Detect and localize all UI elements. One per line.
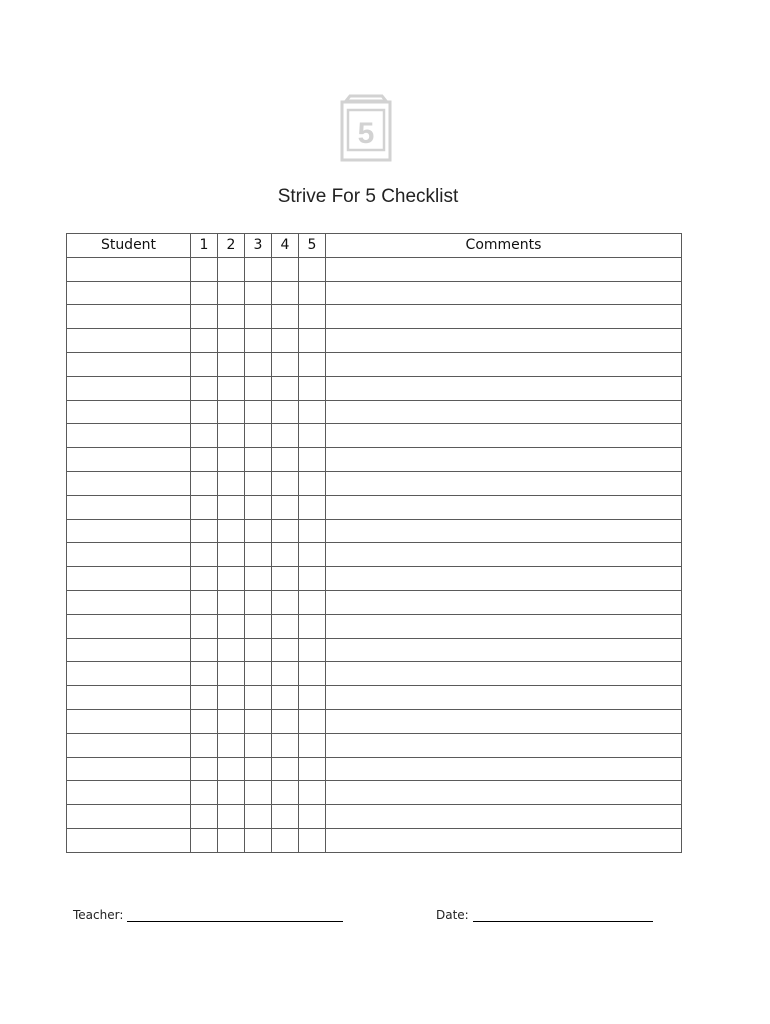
check-3-cell[interactable] xyxy=(245,352,272,376)
student-cell[interactable] xyxy=(67,828,191,852)
check-4-cell[interactable] xyxy=(272,424,299,448)
check-2-cell[interactable] xyxy=(218,400,245,424)
check-2-cell[interactable] xyxy=(218,329,245,353)
student-cell[interactable] xyxy=(67,781,191,805)
check-2-cell[interactable] xyxy=(218,424,245,448)
check-4-cell[interactable] xyxy=(272,638,299,662)
student-cell[interactable] xyxy=(67,519,191,543)
teacher-line[interactable] xyxy=(127,907,343,922)
check-5-cell[interactable] xyxy=(299,424,326,448)
check-4-cell[interactable] xyxy=(272,733,299,757)
check-3-cell[interactable] xyxy=(245,519,272,543)
check-5-cell[interactable] xyxy=(299,329,326,353)
table-row xyxy=(67,781,682,805)
column-header-1: 1 xyxy=(191,234,218,258)
check-5-cell[interactable] xyxy=(299,543,326,567)
check-4-cell[interactable] xyxy=(272,376,299,400)
table-row xyxy=(67,519,682,543)
comments-cell[interactable] xyxy=(326,305,682,329)
check-1-cell[interactable] xyxy=(191,519,218,543)
column-header-student: Student xyxy=(67,234,191,258)
comments-cell[interactable] xyxy=(326,638,682,662)
check-1-cell[interactable] xyxy=(191,828,218,852)
check-1-cell[interactable] xyxy=(191,567,218,591)
comments-cell[interactable] xyxy=(326,400,682,424)
check-5-cell[interactable] xyxy=(299,805,326,829)
checklist-logo xyxy=(338,92,394,164)
comments-cell[interactable] xyxy=(326,471,682,495)
student-cell[interactable] xyxy=(67,400,191,424)
check-4-cell[interactable] xyxy=(272,662,299,686)
check-1-cell[interactable] xyxy=(191,662,218,686)
check-5-cell[interactable] xyxy=(299,590,326,614)
check-4-cell[interactable] xyxy=(272,543,299,567)
check-2-cell[interactable] xyxy=(218,376,245,400)
comments-cell[interactable] xyxy=(326,662,682,686)
comments-cell[interactable] xyxy=(326,352,682,376)
check-5-cell[interactable] xyxy=(299,614,326,638)
check-4-cell[interactable] xyxy=(272,400,299,424)
check-1-cell[interactable] xyxy=(191,686,218,710)
check-1-cell[interactable] xyxy=(191,448,218,472)
teacher-label: Teacher: xyxy=(73,908,124,922)
check-2-cell[interactable] xyxy=(218,567,245,591)
check-4-cell[interactable] xyxy=(272,614,299,638)
comments-cell[interactable] xyxy=(326,424,682,448)
check-4-cell[interactable] xyxy=(272,448,299,472)
check-4-cell[interactable] xyxy=(272,471,299,495)
table-row xyxy=(67,686,682,710)
student-cell[interactable] xyxy=(67,495,191,519)
check-2-cell[interactable] xyxy=(218,638,245,662)
check-5-cell[interactable] xyxy=(299,733,326,757)
check-4-cell[interactable] xyxy=(272,329,299,353)
check-2-cell[interactable] xyxy=(218,828,245,852)
comments-cell[interactable] xyxy=(326,376,682,400)
check-1-cell[interactable] xyxy=(191,257,218,281)
student-cell[interactable] xyxy=(67,686,191,710)
table-row xyxy=(67,352,682,376)
check-3-cell[interactable] xyxy=(245,424,272,448)
table-row xyxy=(67,709,682,733)
table-row xyxy=(67,733,682,757)
check-3-cell[interactable] xyxy=(245,329,272,353)
check-2-cell[interactable] xyxy=(218,257,245,281)
column-header-4: 4 xyxy=(272,234,299,258)
comments-cell[interactable] xyxy=(326,686,682,710)
comments-cell[interactable] xyxy=(326,781,682,805)
table-row xyxy=(67,757,682,781)
comments-cell[interactable] xyxy=(326,567,682,591)
check-1-cell[interactable] xyxy=(191,757,218,781)
check-1-cell[interactable] xyxy=(191,638,218,662)
student-cell[interactable] xyxy=(67,709,191,733)
check-1-cell[interactable] xyxy=(191,329,218,353)
table-row xyxy=(67,614,682,638)
check-3-cell[interactable] xyxy=(245,471,272,495)
student-cell[interactable] xyxy=(67,305,191,329)
comments-cell[interactable] xyxy=(326,543,682,567)
comments-cell[interactable] xyxy=(326,257,682,281)
column-header-3: 3 xyxy=(245,234,272,258)
table-row xyxy=(67,400,682,424)
check-5-cell[interactable] xyxy=(299,638,326,662)
check-3-cell[interactable] xyxy=(245,543,272,567)
comments-cell[interactable] xyxy=(326,448,682,472)
comments-cell[interactable] xyxy=(326,519,682,543)
check-4-cell[interactable] xyxy=(272,281,299,305)
check-3-cell[interactable] xyxy=(245,733,272,757)
comments-cell[interactable] xyxy=(326,733,682,757)
comments-cell[interactable] xyxy=(326,709,682,733)
check-4-cell[interactable] xyxy=(272,757,299,781)
check-3-cell[interactable] xyxy=(245,281,272,305)
check-2-cell[interactable] xyxy=(218,686,245,710)
check-5-cell[interactable] xyxy=(299,376,326,400)
check-1-cell[interactable] xyxy=(191,614,218,638)
check-3-cell[interactable] xyxy=(245,590,272,614)
comments-cell[interactable] xyxy=(326,281,682,305)
student-cell[interactable] xyxy=(67,662,191,686)
check-3-cell[interactable] xyxy=(245,448,272,472)
student-cell[interactable] xyxy=(67,757,191,781)
check-4-cell[interactable] xyxy=(272,805,299,829)
date-label: Date: xyxy=(436,908,469,922)
check-3-cell[interactable] xyxy=(245,805,272,829)
table-row xyxy=(67,662,682,686)
column-header-comments: Comments xyxy=(326,234,682,258)
teacher-field xyxy=(73,907,343,922)
check-3-cell[interactable] xyxy=(245,686,272,710)
table-row xyxy=(67,543,682,567)
student-cell[interactable] xyxy=(67,567,191,591)
check-5-cell[interactable] xyxy=(299,828,326,852)
table-row xyxy=(67,281,682,305)
student-cell[interactable] xyxy=(67,448,191,472)
check-5-cell[interactable] xyxy=(299,519,326,543)
check-4-cell[interactable] xyxy=(272,495,299,519)
check-1-cell[interactable] xyxy=(191,305,218,329)
check-2-cell[interactable] xyxy=(218,543,245,567)
student-cell[interactable] xyxy=(67,733,191,757)
student-cell[interactable] xyxy=(67,329,191,353)
check-5-cell[interactable] xyxy=(299,662,326,686)
check-5-cell[interactable] xyxy=(299,305,326,329)
check-4-cell[interactable] xyxy=(272,519,299,543)
check-5-cell[interactable] xyxy=(299,448,326,472)
check-2-cell[interactable] xyxy=(218,448,245,472)
student-cell[interactable] xyxy=(67,471,191,495)
date-line[interactable] xyxy=(473,907,653,922)
comments-cell[interactable] xyxy=(326,828,682,852)
check-4-cell[interactable] xyxy=(272,781,299,805)
student-cell[interactable] xyxy=(67,257,191,281)
check-2-cell[interactable] xyxy=(218,590,245,614)
check-5-cell[interactable] xyxy=(299,567,326,591)
table-row xyxy=(67,329,682,353)
student-cell[interactable] xyxy=(67,590,191,614)
check-3-cell[interactable] xyxy=(245,757,272,781)
page-title: Strive For 5 Checklist xyxy=(277,186,459,207)
student-cell[interactable] xyxy=(67,614,191,638)
check-3-cell[interactable] xyxy=(245,400,272,424)
check-1-cell[interactable] xyxy=(191,281,218,305)
check-2-cell[interactable] xyxy=(218,305,245,329)
check-1-cell[interactable] xyxy=(191,376,218,400)
column-header-5: 5 xyxy=(299,234,326,258)
student-cell[interactable] xyxy=(67,805,191,829)
table-row xyxy=(67,376,682,400)
check-3-cell[interactable] xyxy=(245,781,272,805)
check-5-cell[interactable] xyxy=(299,495,326,519)
table-row xyxy=(67,448,682,472)
student-cell[interactable] xyxy=(67,543,191,567)
check-2-cell[interactable] xyxy=(218,757,245,781)
check-3-cell[interactable] xyxy=(245,638,272,662)
student-cell[interactable] xyxy=(67,638,191,662)
check-5-cell[interactable] xyxy=(299,757,326,781)
checklist-table xyxy=(66,233,682,853)
check-5-cell[interactable] xyxy=(299,709,326,733)
check-2-cell[interactable] xyxy=(218,281,245,305)
check-1-cell[interactable] xyxy=(191,709,218,733)
table-row xyxy=(67,305,682,329)
comments-cell[interactable] xyxy=(326,757,682,781)
check-2-cell[interactable] xyxy=(218,495,245,519)
check-2-cell[interactable] xyxy=(218,733,245,757)
check-4-cell[interactable] xyxy=(272,709,299,733)
check-3-cell[interactable] xyxy=(245,567,272,591)
check-3-cell[interactable] xyxy=(245,614,272,638)
check-5-cell[interactable] xyxy=(299,281,326,305)
check-3-cell[interactable] xyxy=(245,662,272,686)
check-1-cell[interactable] xyxy=(191,352,218,376)
check-1-cell[interactable] xyxy=(191,733,218,757)
check-1-cell[interactable] xyxy=(191,471,218,495)
comments-cell[interactable] xyxy=(326,614,682,638)
check-3-cell[interactable] xyxy=(245,305,272,329)
check-2-cell[interactable] xyxy=(218,519,245,543)
comments-cell[interactable] xyxy=(326,495,682,519)
check-5-cell[interactable] xyxy=(299,471,326,495)
check-2-cell[interactable] xyxy=(218,352,245,376)
student-cell[interactable] xyxy=(67,352,191,376)
table-row xyxy=(67,590,682,614)
check-1-cell[interactable] xyxy=(191,590,218,614)
check-2-cell[interactable] xyxy=(218,805,245,829)
number-five-tag-icon xyxy=(338,92,394,164)
check-4-cell[interactable] xyxy=(272,686,299,710)
check-4-cell[interactable] xyxy=(272,257,299,281)
check-1-cell[interactable] xyxy=(191,543,218,567)
check-4-cell[interactable] xyxy=(272,567,299,591)
check-1-cell[interactable] xyxy=(191,495,218,519)
check-2-cell[interactable] xyxy=(218,614,245,638)
student-cell[interactable] xyxy=(67,424,191,448)
table-row xyxy=(67,495,682,519)
check-5-cell[interactable] xyxy=(299,352,326,376)
check-5-cell[interactable] xyxy=(299,400,326,424)
comments-cell[interactable] xyxy=(326,590,682,614)
check-3-cell[interactable] xyxy=(245,376,272,400)
check-3-cell[interactable] xyxy=(245,709,272,733)
date-field xyxy=(436,907,653,922)
check-4-cell[interactable] xyxy=(272,590,299,614)
check-5-cell[interactable] xyxy=(299,781,326,805)
table-row xyxy=(67,828,682,852)
check-1-cell[interactable] xyxy=(191,424,218,448)
comments-cell[interactable] xyxy=(326,329,682,353)
check-3-cell[interactable] xyxy=(245,257,272,281)
student-cell[interactable] xyxy=(67,376,191,400)
check-5-cell[interactable] xyxy=(299,686,326,710)
check-2-cell[interactable] xyxy=(218,471,245,495)
logo-number: 5 xyxy=(357,117,375,150)
check-2-cell[interactable] xyxy=(218,781,245,805)
header-row xyxy=(67,234,682,258)
check-3-cell[interactable] xyxy=(245,495,272,519)
check-4-cell[interactable] xyxy=(272,828,299,852)
table-row xyxy=(67,471,682,495)
table-row xyxy=(67,257,682,281)
table-row xyxy=(67,638,682,662)
check-2-cell[interactable] xyxy=(218,662,245,686)
check-1-cell[interactable] xyxy=(191,400,218,424)
comments-cell[interactable] xyxy=(326,805,682,829)
table-row xyxy=(67,424,682,448)
check-4-cell[interactable] xyxy=(272,305,299,329)
check-5-cell[interactable] xyxy=(299,257,326,281)
check-4-cell[interactable] xyxy=(272,352,299,376)
check-3-cell[interactable] xyxy=(245,828,272,852)
table-row xyxy=(67,567,682,591)
check-1-cell[interactable] xyxy=(191,805,218,829)
check-1-cell[interactable] xyxy=(191,781,218,805)
check-2-cell[interactable] xyxy=(218,709,245,733)
checklist-body xyxy=(67,257,682,852)
student-cell[interactable] xyxy=(67,281,191,305)
column-header-2: 2 xyxy=(218,234,245,258)
table-row xyxy=(67,805,682,829)
